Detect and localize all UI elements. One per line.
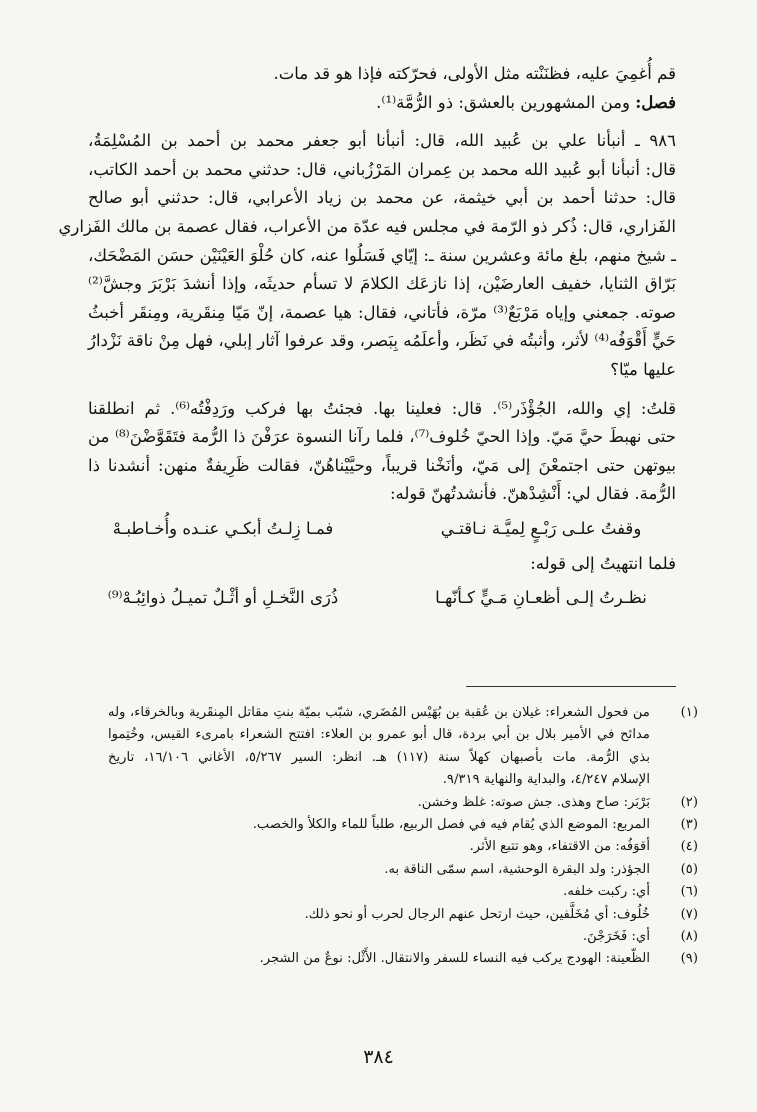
text-line: حَيٍّ أَقْوَفُه⁽⁴⁾ لأثر، وأثبتُه في نَظَر، وأعلَمُه بِبَصر، وقد عرفوا آثار إبلي، فهل مِنْ ناقة نَزْدارُ <box>88 331 676 351</box>
text-line: بيوتهن حتى اجتمعْنَ إلى مَيّ، وأنَخْنا قريباً، وحيَّيْناهُنّ، فقالت ظَرِيفةٌ منهن: أنشدنا ذا <box>88 455 676 475</box>
footnote <box>108 926 698 948</box>
footnotes <box>108 702 698 971</box>
footnote-text: أي: فَخَرَجْنَ. <box>582 929 650 945</box>
footnote-number: (١) <box>680 705 698 720</box>
text-line: بَرّاق الثنايا، خفيف العارضَيْن، إذا نازعَك الكلامَ لا تسأم حديثَه، وإذا أنشدَ بَرْبَرَ وجشَّ⁽²⁾ <box>88 274 676 294</box>
paragraph-986 <box>58 127 677 384</box>
text-line: ـ شيخ منهم، بلغ مائة وعشرين سنة ـ: إيّاي فَسَلُوا عنه، كان حُلْوَ العَيْنَيْن حسَن المَضْحَك، <box>88 245 676 265</box>
text-line: الفَزاري، قال: ذُكر ذو الرّمة في مجلس فيه عدّة من الأعراب، فقال عصمة بن مالك الفَزاري <box>58 216 676 236</box>
footnote-number: (٩) <box>680 951 698 967</box>
footnote-text: الظّعينة: الهودج يركب فيه النساء للسفر والانتقال. الأَثْل: نوعٌ من الشجر. <box>259 951 650 967</box>
verse-1 <box>88 515 676 544</box>
section-text: ومن المشهورين بالعشق: ذو الرُّمَّة⁽¹⁾. <box>376 92 630 112</box>
paragraph-continued <box>88 395 676 509</box>
text-line: قال: أنبأنا أبو عُبيد الله محمد بن عِمران المَرْزُباني، قال: حدثني محمد بن أحمد الكاتب، <box>88 159 676 179</box>
footnote-text: بَرْبَر: صاح وهذى. جش صوته: غلظ وخشن. <box>417 794 650 810</box>
footnote-text: أي: ركبت خلفه. <box>563 884 650 900</box>
footnote-number: (٢) <box>680 794 698 810</box>
verse-intro: فلما انتهيتُ إلى قوله: <box>530 553 676 573</box>
text-line: حتى نهبطَ حيَّ مَيّ. وإذا الحيّ خُلوف⁽⁷⁾، فلما رآنا النسوة عرَفْنَ ذا الرُّمة فتَقَوَّضْنَ⁽⁸⁾ من <box>88 427 676 447</box>
main-text <box>58 60 677 619</box>
text-line: صوته. جمعني وإياه مَرْبَعٌ⁽³⁾ مرّة، فأتاني، فقال: هيا عصمة، إنّ مَيّا مِنقَرية، ومِنقَر أخبثُ <box>88 302 677 322</box>
text-line: عليها ميّا؟ <box>610 359 676 379</box>
verse-hemistich-first: وقفتُ علـى رَبْـعٍ لِميَّـة نـاقتـي <box>440 518 642 538</box>
footnote-number: (٣) <box>680 817 698 833</box>
page-number: ٣٨٤ <box>363 1046 394 1068</box>
text-line: ٩٨٦ ـ أنبأنا علي بن عُبيد الله، قال: أنبأنا أبو جعفر محمد بن أحمد بن المُسْلِمَةُ، <box>88 131 676 151</box>
footnote <box>108 881 698 903</box>
footnote <box>108 904 698 926</box>
footnote-number: (٤) <box>680 839 698 855</box>
footnote-number: (٧) <box>680 906 698 922</box>
text-line: من فحول الشعراء: غيلان بن عُقبة بن بُهَيْس المُضَري، شبّب بميّة بنتِ مقاتل المِنقَرية وبالخرقاء، وله <box>108 705 650 720</box>
footnote <box>108 814 698 836</box>
text-line: قم أُغمِيَ عليه، فظنَنْته مثل الأولى، فحرّكته فإذا هو قد مات. <box>273 64 676 83</box>
footnote <box>108 859 698 881</box>
text-line: قلتُ: إي والله، الجُؤْذَر⁽⁵⁾. قال: فعلينا بها. فجئتُ بها فركب ورَدِفْتُه⁽⁶⁾. ثم انطلقنا <box>88 398 677 418</box>
text-line: مدائح في الأمير بلال بن أبي بردة، قال أبو عمرو بن العلاء: افتتح الشعراء بامرىء القيس، وخُتِموا <box>108 727 650 743</box>
footnote <box>108 836 698 858</box>
text-line: بذي الرُّمة. مات بأصبهان كهلاً سنة (١١٧) هـ. انظر: السير ٥/٢٦٧، الأغاني ١٦/١٠٦، تاريخ <box>108 749 650 765</box>
verse-hemistich-second: فمـا زِلـتُ أبكـي عنـده وأُخـاطبـهْ <box>112 518 334 538</box>
footnote-text: أقوَفُه: من الاقتفاء، وهو تتبع الأثر. <box>469 839 650 855</box>
verse-hemistich-second: ذُرَى النَّخـلِ أو أثْـلٌ تميـلُ ذوائِبُـهْ⁽⁹⁾ <box>107 588 339 608</box>
section-heading <box>88 89 676 118</box>
footnote-number: (٨) <box>680 929 698 945</box>
text-line: الرُّمة. فقال لي: أَنْشِدْهنّ. فأنشدتُهنّ قوله: <box>389 484 676 504</box>
verse-2 <box>88 584 676 613</box>
footnote <box>108 948 698 970</box>
footnote-divider <box>466 686 676 687</box>
footnote <box>108 792 698 814</box>
footnote-text: المربع: الموضع الذي يُقام فيه في فصل الربيع، طلباً للماء والكلأ والخصب. <box>252 817 650 833</box>
text-line: قال: حدثنا أحمد بن أبي خيثمة، عن محمد بن زياد الأعرابي، قال: حدثني أبو صالح <box>88 188 676 208</box>
footnote-text <box>108 702 650 792</box>
intro-paragraph <box>88 60 676 89</box>
footnote-text: الجؤذر: ولد البقرة الوحشية، اسم سمّى الناقة به. <box>384 861 650 877</box>
text-line: الإسلام ٤/٢٤٧، والبداية والنهاية ٩/٣١٩. <box>442 772 650 788</box>
footnote-number: (٥) <box>680 861 698 877</box>
footnote <box>108 702 698 792</box>
footnote-number: (٦) <box>680 884 698 900</box>
footnote-text: خُلُوف: أي مُخَلَّفين، حيث ارتحل عنهم الرجال لحرب أو نحو ذلك. <box>304 906 650 922</box>
section-label: فصل: <box>635 92 676 112</box>
verse-hemistich-first: نظـرتُ إلـى أظعـانِ مَـيٍّ كـأنّهـا <box>435 588 647 608</box>
